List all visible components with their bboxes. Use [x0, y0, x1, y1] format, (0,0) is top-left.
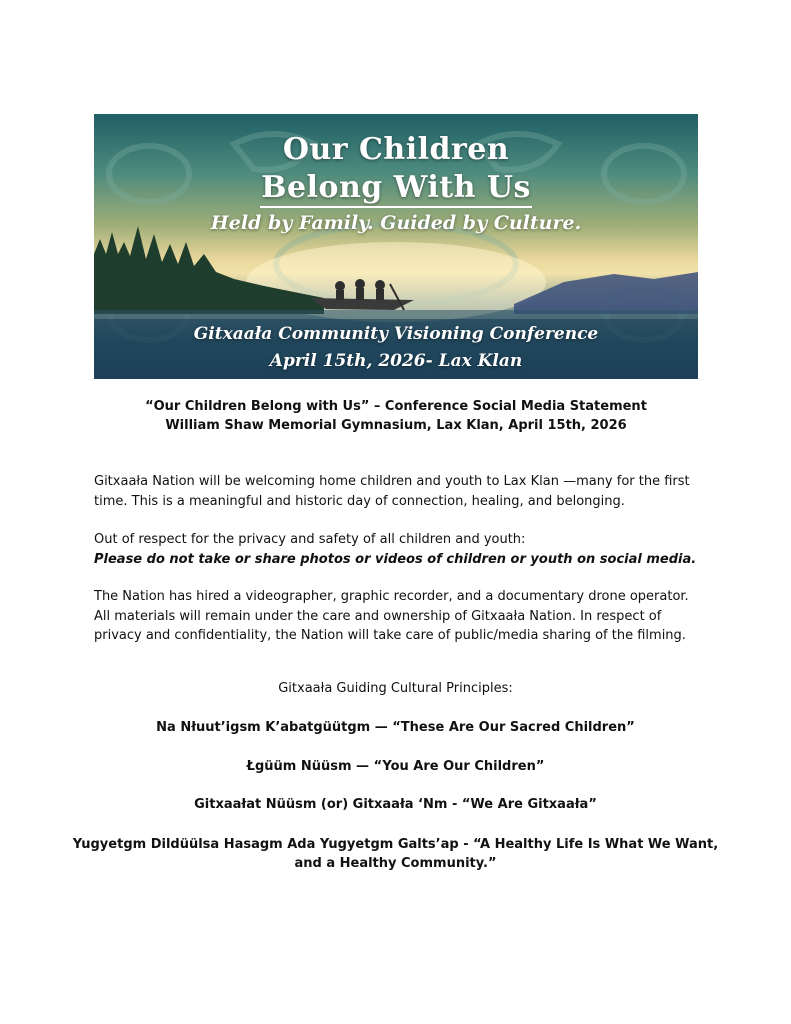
- privacy-request: Please do not take or share photos or videos of children or youth on social media.: [94, 551, 697, 567]
- banner-conference-name: Gitxaała Community Visioning Conference: [193, 324, 599, 344]
- statement-venue: William Shaw Memorial Gymnasium, Lax Klan, April 15th, 2026: [165, 418, 627, 433]
- welcome-paragraph: Gitxaała Nation will be welcoming home children and youth to Lax Klan —many for the first time. This is a meaningful and historic day of connection, healing, and belonging.: [94, 474, 690, 509]
- principle-item: Łgüüm Nüüsm — “You Are Our Children”: [246, 759, 545, 774]
- media-paragraph: The Nation has hired a videographer, graphic recorder, and a documentary drone operator. All materials will remain under the care and ownership of Gitxaała Nation. In respect of privacy and confidentiality, the Nation will take care of public/media sharing of the filming.: [94, 589, 689, 643]
- principle-item: Na Nłuut’igsm K’abatgüütgm — “These Are Our Sacred Children”: [156, 720, 635, 735]
- privacy-intro: Out of respect for the privacy and safety of all children and youth:: [94, 532, 526, 547]
- statement-title: “Our Children Belong with Us” – Conference Social Media Statement: [145, 399, 647, 414]
- banner-date-place: April 15th, 2026- Lax Klan: [269, 351, 523, 371]
- banner-title-line2: Belong With Us: [261, 170, 531, 205]
- banner-title-underline: [260, 206, 532, 208]
- privacy-paragraph: [94, 530, 704, 569]
- conference-banner: [94, 114, 698, 379]
- principles-heading: Gitxaała Guiding Cultural Principles:: [278, 681, 513, 696]
- banner-title-line1: Our Children: [282, 132, 510, 167]
- banner-tagline: Held by Family. Guided by Culture.: [210, 212, 582, 234]
- principle-item: Yugyetgm Dildüülsa Hasagm Ada Yugyetgm Galts’ap - “A Healthy Life Is What We Want, and a Healthy Community.”: [72, 837, 719, 871]
- principle-item: Gitxaałat Nüüsm (or) Gitxaała ‘Nm - “We Are Gitxaała”: [194, 797, 597, 812]
